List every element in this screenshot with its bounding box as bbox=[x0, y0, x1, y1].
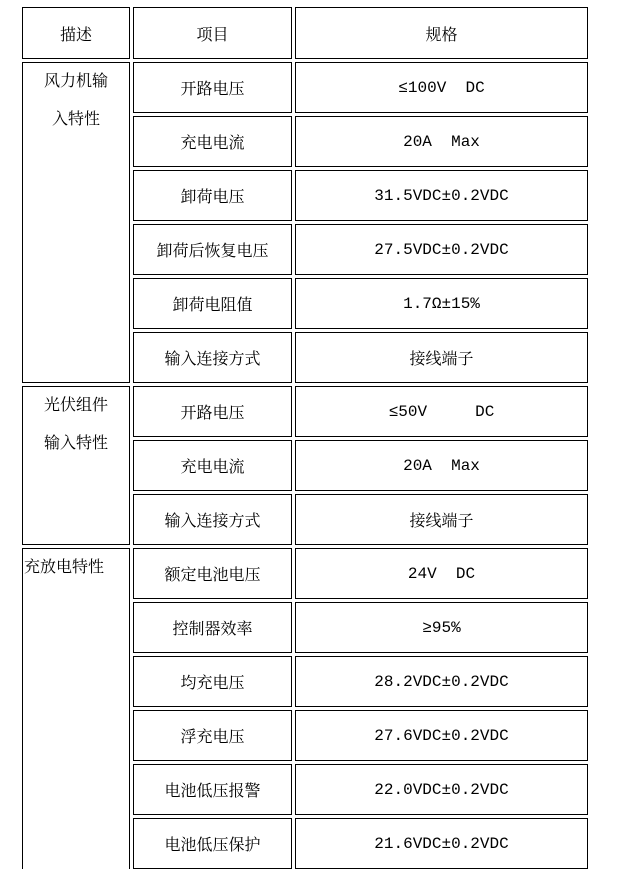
spec-cell: 22.0VDC±0.2VDC bbox=[295, 764, 588, 815]
spec-cell: ≤100V DC bbox=[295, 62, 588, 113]
table-header-row bbox=[22, 7, 588, 59]
spec-cell: 27.5VDC±0.2VDC bbox=[295, 224, 588, 275]
item-cell: 卸荷电压 bbox=[133, 170, 292, 221]
spec-cell: 接线端子 bbox=[295, 332, 588, 383]
item-cell: 充电电流 bbox=[133, 116, 292, 167]
spec-cell: ≥95% bbox=[295, 602, 588, 653]
spec-cell: 28.2VDC±0.2VDC bbox=[295, 656, 588, 707]
item-cell: 控制器效率 bbox=[133, 602, 292, 653]
spec-cell: 20A Max bbox=[295, 440, 588, 491]
item-cell: 输入连接方式 bbox=[133, 494, 292, 545]
spec-cell: 1.7Ω±15% bbox=[295, 278, 588, 329]
spec-cell: 27.6VDC±0.2VDC bbox=[295, 710, 588, 761]
item-cell: 开路电压 bbox=[133, 62, 292, 113]
header-cell-item: 项目 bbox=[133, 7, 292, 59]
spec-cell: 21.6VDC±0.2VDC bbox=[295, 818, 588, 869]
table-row bbox=[22, 386, 588, 437]
spec-cell: ≤50V DC bbox=[295, 386, 588, 437]
item-cell: 电池低压保护 bbox=[133, 818, 292, 869]
item-cell: 开路电压 bbox=[133, 386, 292, 437]
spec-table bbox=[19, 4, 591, 869]
item-cell: 输入连接方式 bbox=[133, 332, 292, 383]
spec-cell: 31.5VDC±0.2VDC bbox=[295, 170, 588, 221]
item-cell: 卸荷后恢复电压 bbox=[133, 224, 292, 275]
section-label-cell-wind-input bbox=[22, 62, 130, 383]
item-cell: 额定电池电压 bbox=[133, 548, 292, 599]
item-cell: 充电电流 bbox=[133, 440, 292, 491]
spec-cell: 24V DC bbox=[295, 548, 588, 599]
section-label-line: 输入特性 bbox=[43, 435, 108, 453]
section-label-line: 光伏组件 bbox=[43, 397, 108, 415]
table-row bbox=[22, 62, 588, 113]
table-row bbox=[22, 548, 588, 599]
section-label-cell-charge-discharge bbox=[22, 548, 130, 869]
item-cell: 电池低压报警 bbox=[133, 764, 292, 815]
spec-cell: 20A Max bbox=[295, 116, 588, 167]
item-cell: 浮充电压 bbox=[133, 710, 292, 761]
section-label-line: 充放电特性 bbox=[24, 559, 105, 577]
item-cell: 卸荷电阻值 bbox=[133, 278, 292, 329]
section-label-line: 入特性 bbox=[51, 111, 100, 129]
item-cell: 均充电压 bbox=[133, 656, 292, 707]
section-label-cell-pv-input bbox=[22, 386, 130, 545]
section-label-line: 风力机输 bbox=[43, 73, 108, 91]
spec-cell: 接线端子 bbox=[295, 494, 588, 545]
header-cell-spec: 规格 bbox=[295, 7, 588, 59]
header-cell-description: 描述 bbox=[22, 7, 130, 59]
